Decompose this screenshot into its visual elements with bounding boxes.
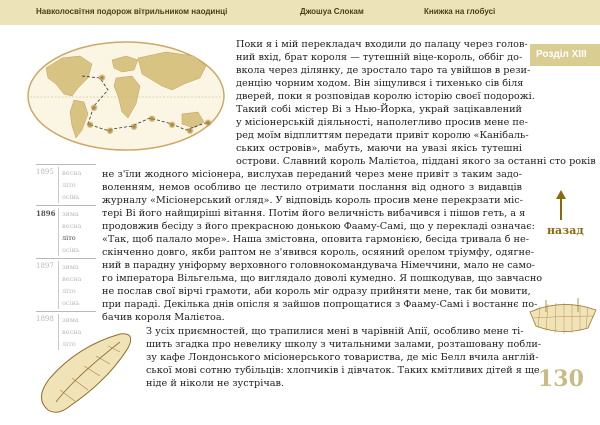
text-line: ред моїм відплиттям передати привіт королю «Канібаль-	[236, 130, 529, 141]
text-line: З усіх приємностей, що трапилися мені в чарівній Апії, особливо мене ті-	[146, 326, 524, 337]
timeline-season: літо	[62, 287, 76, 295]
compass-marker: ✺	[90, 104, 98, 114]
header-bar	[0, 0, 600, 25]
paragraph-1-rest	[102, 168, 543, 324]
text-line: дверей, поки я розповідав королю історію своєї подорожі.	[236, 91, 535, 102]
text-line: при параді. Декілька днів опісля я зайшов попрощатися з Фааму-Самі і востаннє по-	[102, 299, 538, 310]
timeline-season: зима	[62, 316, 79, 324]
chapter-label: Розділ XIII	[530, 44, 600, 66]
timeline-year: 1896	[36, 209, 56, 218]
text-line: не послав свої вірчі грамоти, аби король міг одразу прийняти мене, так би мовити,	[102, 286, 531, 297]
compass-marker: ✺	[98, 74, 106, 84]
text-line: Поки я і мій перекладач входили до палацу через голов-	[236, 39, 528, 50]
compass-marker: ✺	[86, 121, 94, 131]
timeline-season: осінь	[62, 299, 80, 307]
timeline-season: зима	[62, 263, 79, 271]
world-map-illustration	[22, 34, 230, 154]
timeline-year: 1897	[36, 262, 54, 270]
timeline-year: 1898	[36, 315, 54, 323]
text-line: бачив короля Малієтоа.	[102, 312, 225, 323]
timeline-year-block	[36, 258, 96, 311]
text-line: скінченно довго, якби раптом не з'явився король, осяяний орелом тріумфу, одягне-	[102, 247, 534, 258]
up-arrow-icon	[556, 190, 566, 220]
series-title: Книжка на глобусі	[424, 7, 496, 16]
author-name: Джошуа Слокам	[300, 7, 364, 16]
text-line: денцію чорним ходом. Він зіщулився і тихенько сів біля	[236, 78, 524, 89]
text-line: ської мові сотню тубільців: хлопчиків і дівчаток. Таких кмітливих дітей я ще	[146, 365, 540, 376]
timeline-season: осінь	[62, 246, 80, 254]
timeline-seasons	[58, 208, 81, 256]
text-line: журналу «Місіонерський огляд». У відповідь король просив мене перекрзати міс-	[102, 195, 523, 206]
text-line: острови. Славний король Малієтоа, піддані якого за останні сто років	[236, 156, 596, 167]
timeline-season: літо	[62, 340, 76, 348]
text-line: у місіонерській діяльності, наполегливо просив мене пе-	[236, 117, 528, 128]
timeline-year-block	[36, 164, 96, 205]
compass-marker: ✺	[168, 121, 176, 131]
compass-marker: ✺	[130, 123, 138, 133]
timeline-season: весна	[62, 222, 82, 230]
compass-marker: ✺	[204, 119, 212, 129]
text-line: ських островів», мабуть, маючи на увазі якісь тутешні	[236, 143, 522, 154]
text-line: го імператора Вільгельма, що виглядало доволі кумедно. Я пошкодував, що завчасно	[102, 273, 543, 284]
book-title: Навколосвітня подорож вітрильником наодинці	[36, 7, 228, 16]
boat-hull-drawing	[528, 292, 598, 340]
timeline-season: осінь	[62, 193, 80, 201]
canoe-drawing	[30, 328, 140, 418]
timeline-season: весна	[62, 275, 82, 283]
text-line: ний вхід, брат короля — тутешній віце-король, оббіг до-	[236, 52, 523, 63]
timeline-year: 1895	[36, 168, 54, 176]
text-line: ний в парадну уніформу верховного головнокомандувача Німеччини, мало не само-	[102, 260, 536, 271]
timeline-seasons	[58, 167, 81, 203]
back-link[interactable]	[540, 190, 590, 250]
compass-marker: ✺	[148, 115, 156, 125]
page-number: 130	[538, 366, 584, 392]
timeline-season: весна	[62, 328, 82, 336]
voyage-timeline	[36, 164, 96, 352]
text-line: зу кафе Лондонського місіонерського товариства, де міс Белл вчила англій-	[146, 352, 539, 363]
text-line: продовжив бесіду з його прекрасною донькою Фааму-Самі, що у перекладі означає:	[102, 221, 535, 232]
text-line: воленням, немов особливо це лестило отримати послання від одного з видавців	[102, 182, 522, 193]
paragraph-2	[146, 325, 542, 390]
text-line: тері Ві його найщиріші вітання. Потім його величність вибачився і пішов геть, а я	[102, 208, 526, 219]
compass-marker: ✺	[186, 127, 194, 137]
text-line: «Так, щоб палало море». Наша змістовна, оповита гармонією, бесіда тривала б не-	[102, 234, 529, 245]
text-line: не з'їли жодного місіонера, вислухав переданий через мене привіт з таким задо-	[102, 169, 522, 180]
timeline-season: літо	[62, 234, 76, 242]
timeline-season: весна	[62, 169, 82, 177]
timeline-seasons	[58, 261, 81, 309]
timeline-year-block	[36, 205, 96, 258]
timeline-season: літо	[62, 181, 76, 189]
text-line: Такий собі містер Ві з Нью-Йорка, украй зацікавлений	[236, 104, 522, 115]
text-line: шить згадка про невелику школу з читальними залами, розташовану побли-	[146, 339, 542, 350]
text-line: вкола через ділянку, де зростало таро та увійшов в рези-	[236, 65, 531, 76]
timeline-season: зима	[62, 210, 79, 218]
back-label: назад	[547, 224, 584, 237]
compass-marker: ✺	[106, 127, 114, 137]
text-line: ніде й ніколи не зустрічав.	[146, 378, 285, 389]
